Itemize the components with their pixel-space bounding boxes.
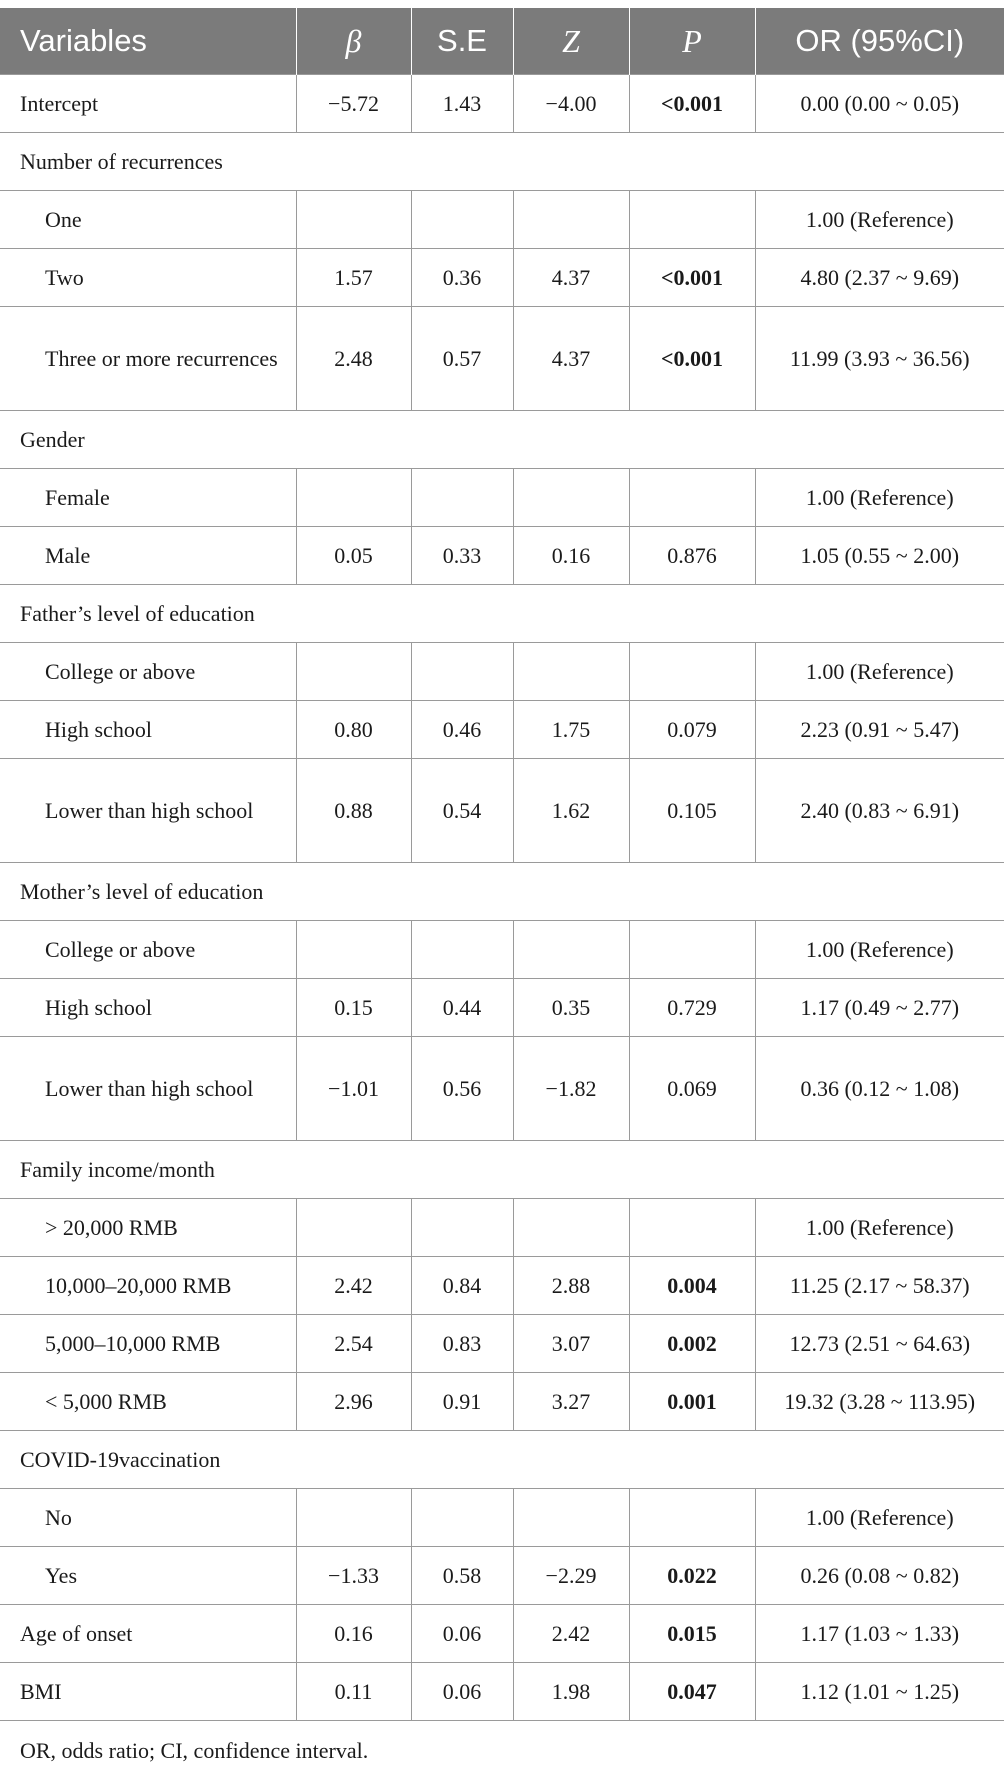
variable-label: No [0, 1489, 296, 1547]
p-cell: 0.069 [629, 1037, 755, 1141]
p-cell [629, 921, 755, 979]
z-cell: −2.29 [513, 1547, 629, 1605]
z-cell: 2.42 [513, 1605, 629, 1663]
z-cell: 4.37 [513, 249, 629, 307]
se-cell: 0.57 [411, 307, 513, 411]
p-cell: 0.047 [629, 1663, 755, 1721]
or-cell: 12.73 (2.51 ~ 64.63) [755, 1315, 1004, 1373]
se-cell: 0.46 [411, 701, 513, 759]
header-row [0, 8, 1004, 75]
or-cell: 1.17 (1.03 ~ 1.33) [755, 1605, 1004, 1663]
se-cell: 0.84 [411, 1257, 513, 1315]
se-cell: 0.58 [411, 1547, 513, 1605]
p-cell [629, 643, 755, 701]
table-row [0, 1663, 1004, 1721]
table-body [0, 75, 1004, 1721]
p-cell: 0.729 [629, 979, 755, 1037]
beta-cell: 0.88 [296, 759, 411, 863]
z-cell: −4.00 [513, 75, 629, 133]
z-cell: −1.82 [513, 1037, 629, 1141]
table-row [0, 759, 1004, 863]
se-cell [411, 191, 513, 249]
variable-label: 10,000–20,000 RMB [0, 1257, 296, 1315]
beta-cell: 1.57 [296, 249, 411, 307]
se-cell [411, 921, 513, 979]
z-cell [513, 1199, 629, 1257]
beta-cell [296, 469, 411, 527]
se-cell: 0.54 [411, 759, 513, 863]
beta-cell: 0.11 [296, 1663, 411, 1721]
beta-cell [296, 191, 411, 249]
or-cell: 11.25 (2.17 ~ 58.37) [755, 1257, 1004, 1315]
or-cell: 1.00 (Reference) [755, 1489, 1004, 1547]
table-row [0, 469, 1004, 527]
table-row [0, 1315, 1004, 1373]
or-cell: 2.40 (0.83 ~ 6.91) [755, 759, 1004, 863]
z-cell: 3.07 [513, 1315, 629, 1373]
variable-label: < 5,000 RMB [0, 1373, 296, 1431]
category-row [0, 863, 1004, 921]
table-row [0, 249, 1004, 307]
table-row [0, 643, 1004, 701]
p-cell [629, 191, 755, 249]
beta-cell: −5.72 [296, 75, 411, 133]
or-cell: 1.00 (Reference) [755, 1199, 1004, 1257]
category-label: Mother’s level of education [0, 863, 1004, 921]
category-row [0, 1431, 1004, 1489]
z-cell: 2.88 [513, 1257, 629, 1315]
header-p: P [629, 8, 755, 75]
se-cell: 0.33 [411, 527, 513, 585]
beta-cell [296, 1199, 411, 1257]
z-cell: 4.37 [513, 307, 629, 411]
p-cell: 0.876 [629, 527, 755, 585]
z-cell [513, 191, 629, 249]
or-cell: 0.26 (0.08 ~ 0.82) [755, 1547, 1004, 1605]
table-row [0, 1605, 1004, 1663]
regression-table [0, 8, 1004, 1721]
beta-cell: −1.33 [296, 1547, 411, 1605]
header-variables: Variables [0, 8, 296, 75]
z-cell: 1.98 [513, 1663, 629, 1721]
p-cell: 0.015 [629, 1605, 755, 1663]
se-cell: 0.56 [411, 1037, 513, 1141]
beta-cell: 2.42 [296, 1257, 411, 1315]
variable-label: Three or more recurrences [0, 307, 296, 411]
p-cell [629, 1199, 755, 1257]
beta-cell: 2.96 [296, 1373, 411, 1431]
variable-label: High school [0, 979, 296, 1037]
z-cell: 0.16 [513, 527, 629, 585]
beta-cell: 0.15 [296, 979, 411, 1037]
variable-label: College or above [0, 921, 296, 979]
variable-label: College or above [0, 643, 296, 701]
se-cell [411, 1489, 513, 1547]
variable-label: > 20,000 RMB [0, 1199, 296, 1257]
variable-label: One [0, 191, 296, 249]
z-cell [513, 1489, 629, 1547]
category-row [0, 1141, 1004, 1199]
se-cell: 1.43 [411, 75, 513, 133]
header-se: S.E [411, 8, 513, 75]
or-cell: 1.00 (Reference) [755, 191, 1004, 249]
table-row [0, 1373, 1004, 1431]
table-row [0, 979, 1004, 1037]
or-cell: 2.23 (0.91 ~ 5.47) [755, 701, 1004, 759]
z-cell: 1.62 [513, 759, 629, 863]
category-label: Father’s level of education [0, 585, 1004, 643]
beta-cell [296, 643, 411, 701]
p-cell: 0.002 [629, 1315, 755, 1373]
beta-cell: 2.48 [296, 307, 411, 411]
se-cell [411, 469, 513, 527]
se-cell: 0.06 [411, 1605, 513, 1663]
z-cell [513, 921, 629, 979]
or-cell: 1.17 (0.49 ~ 2.77) [755, 979, 1004, 1037]
table-row [0, 1489, 1004, 1547]
se-cell: 0.91 [411, 1373, 513, 1431]
category-label: Number of recurrences [0, 133, 1004, 191]
or-cell: 1.00 (Reference) [755, 469, 1004, 527]
variable-label: Lower than high school [0, 759, 296, 863]
table-footnote: OR, odds ratio; CI, confidence interval. [20, 1738, 369, 1763]
category-row [0, 411, 1004, 469]
table-row [0, 1199, 1004, 1257]
p-cell [629, 1489, 755, 1547]
variable-label: Male [0, 527, 296, 585]
z-cell [513, 469, 629, 527]
variable-label: Intercept [0, 75, 296, 133]
z-cell: 3.27 [513, 1373, 629, 1431]
category-label: Family income/month [0, 1141, 1004, 1199]
category-row [0, 585, 1004, 643]
z-cell: 0.35 [513, 979, 629, 1037]
header-beta: β [296, 8, 411, 75]
or-cell: 19.32 (3.28 ~ 113.95) [755, 1373, 1004, 1431]
p-cell: 0.079 [629, 701, 755, 759]
se-cell: 0.06 [411, 1663, 513, 1721]
beta-cell: 0.80 [296, 701, 411, 759]
variable-label: Age of onset [0, 1605, 296, 1663]
or-cell: 1.12 (1.01 ~ 1.25) [755, 1663, 1004, 1721]
category-label: COVID-19vaccination [0, 1431, 1004, 1489]
p-cell: 0.105 [629, 759, 755, 863]
se-cell: 0.83 [411, 1315, 513, 1373]
or-cell: 1.00 (Reference) [755, 643, 1004, 701]
p-cell: <0.001 [629, 249, 755, 307]
se-cell: 0.44 [411, 979, 513, 1037]
table-row [0, 1257, 1004, 1315]
table-row [0, 75, 1004, 133]
table-row [0, 1037, 1004, 1141]
header-or: OR (95%CI) [755, 8, 1004, 75]
se-cell [411, 643, 513, 701]
or-cell: 0.00 (0.00 ~ 0.05) [755, 75, 1004, 133]
header-z: Z [513, 8, 629, 75]
table-row [0, 191, 1004, 249]
table-row [0, 307, 1004, 411]
variable-label: Female [0, 469, 296, 527]
variable-label: Lower than high school [0, 1037, 296, 1141]
p-cell: 0.022 [629, 1547, 755, 1605]
table-row [0, 1547, 1004, 1605]
variable-label: 5,000–10,000 RMB [0, 1315, 296, 1373]
z-cell: 1.75 [513, 701, 629, 759]
beta-cell: −1.01 [296, 1037, 411, 1141]
variable-label: High school [0, 701, 296, 759]
variable-label: Two [0, 249, 296, 307]
or-cell: 1.05 (0.55 ~ 2.00) [755, 527, 1004, 585]
p-cell: 0.001 [629, 1373, 755, 1431]
table-row [0, 921, 1004, 979]
or-cell: 4.80 (2.37 ~ 9.69) [755, 249, 1004, 307]
p-cell: 0.004 [629, 1257, 755, 1315]
beta-cell [296, 921, 411, 979]
p-cell: <0.001 [629, 75, 755, 133]
z-cell [513, 643, 629, 701]
variable-label: Yes [0, 1547, 296, 1605]
p-cell [629, 469, 755, 527]
or-cell: 11.99 (3.93 ~ 36.56) [755, 307, 1004, 411]
beta-cell: 2.54 [296, 1315, 411, 1373]
or-cell: 1.00 (Reference) [755, 921, 1004, 979]
or-cell: 0.36 (0.12 ~ 1.08) [755, 1037, 1004, 1141]
se-cell [411, 1199, 513, 1257]
category-label: Gender [0, 411, 1004, 469]
category-row [0, 133, 1004, 191]
beta-cell [296, 1489, 411, 1547]
beta-cell: 0.16 [296, 1605, 411, 1663]
variable-label: BMI [0, 1663, 296, 1721]
table-row [0, 701, 1004, 759]
beta-cell: 0.05 [296, 527, 411, 585]
p-cell: <0.001 [629, 307, 755, 411]
table-row [0, 527, 1004, 585]
se-cell: 0.36 [411, 249, 513, 307]
